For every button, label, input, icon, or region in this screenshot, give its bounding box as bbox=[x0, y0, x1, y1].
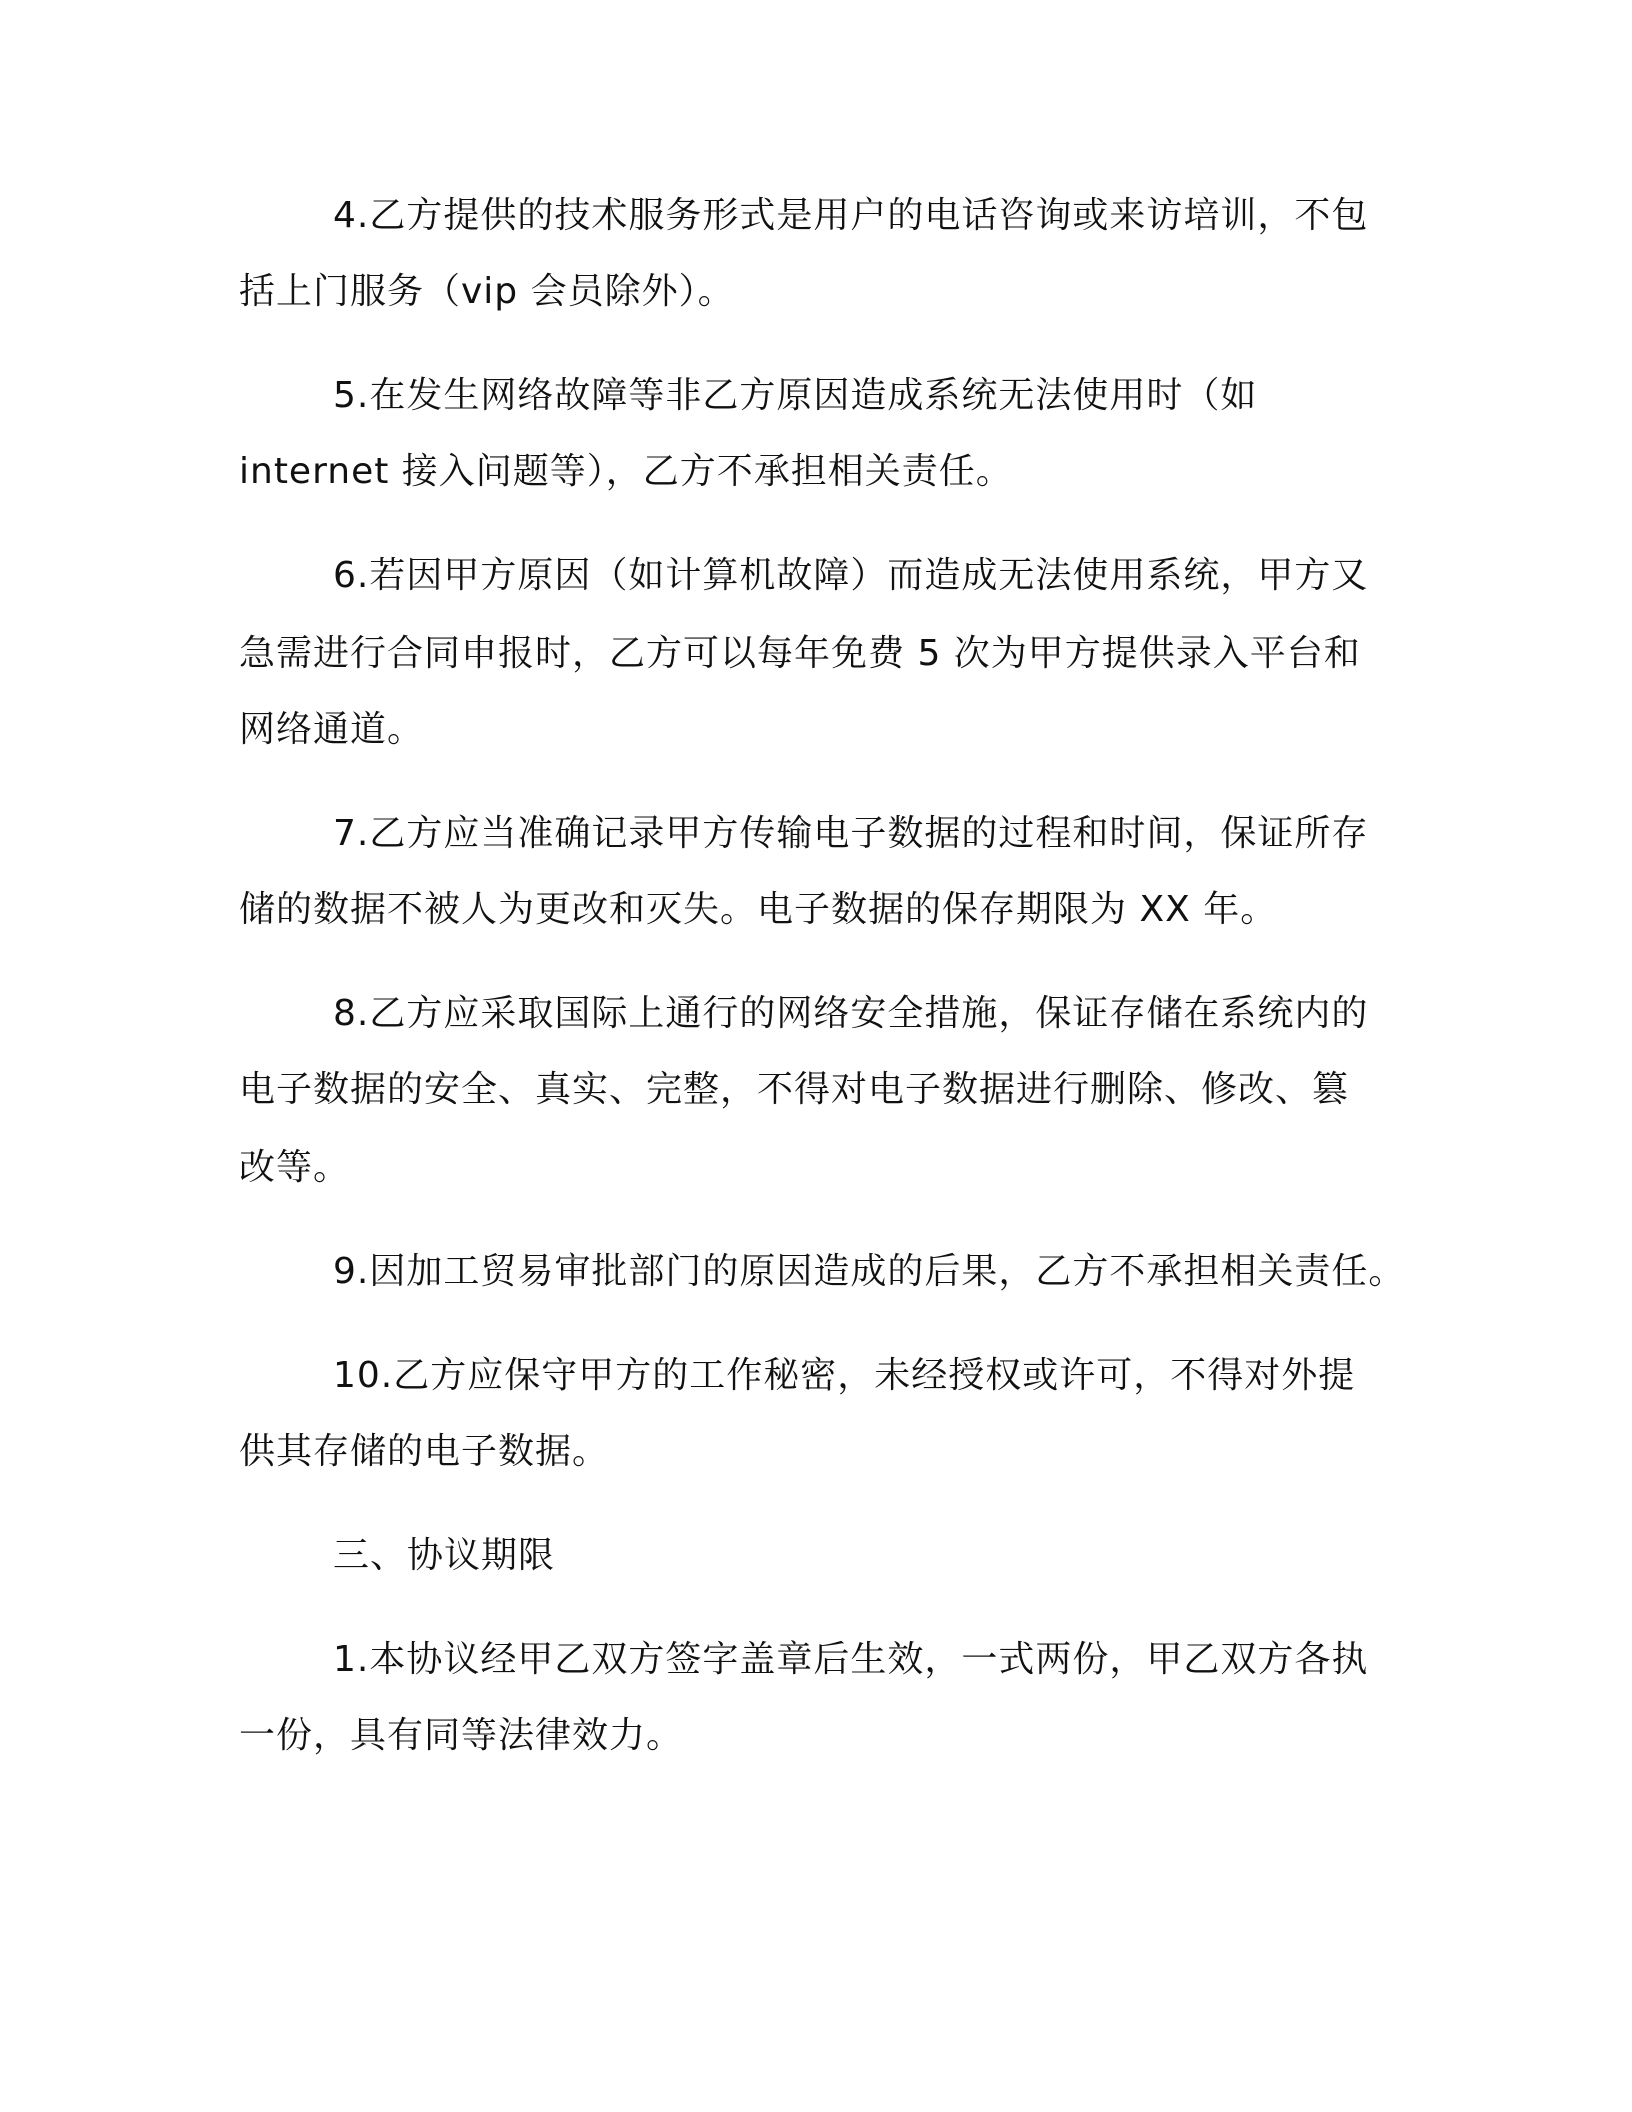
clause-9-line-1: 9.因加工贸易审批部门的原因造成的后果，乙方不承担相关责任。 bbox=[333, 1251, 1406, 1292]
clause-5-line-2: internet 接入问题等），乙方不承担相关责任。 bbox=[239, 451, 1013, 492]
clause-10-line-2: 供其存储的电子数据。 bbox=[239, 1431, 610, 1472]
clause-6-line-2: 急需进行合同申报时，乙方可以每年免费 5 次为甲方提供录入平台和 bbox=[239, 633, 1361, 674]
clause-6-line-3: 网络通道。 bbox=[239, 709, 425, 750]
clause-8-line-2: 电子数据的安全、真实、完整，不得对电子数据进行删除、修改、篡 bbox=[239, 1069, 1350, 1110]
clause-10-line-1: 10.乙方应保守甲方的工作秘密，未经授权或许可，不得对外提 bbox=[333, 1355, 1356, 1396]
clause-5-line-1: 5.在发生网络故障等非乙方原因造成系统无法使用时（如 bbox=[333, 375, 1258, 416]
clause-4-line-1: 4.乙方提供的技术服务形式是用户的电话咨询或来访培训，不包 bbox=[333, 195, 1369, 236]
term-clause-1-line-1: 1.本协议经甲乙双方签字盖章后生效，一式两份，甲乙双方各执 bbox=[333, 1639, 1369, 1680]
clause-4-line-2: 括上门服务（vip 会员除外）。 bbox=[239, 271, 735, 312]
clause-8-line-3: 改等。 bbox=[239, 1147, 351, 1188]
term-clause-1-line-2: 一份，具有同等法律效力。 bbox=[239, 1715, 684, 1756]
section-3-heading: 三、协议期限 bbox=[333, 1535, 556, 1576]
clause-7-line-1: 7.乙方应当准确记录甲方传输电子数据的过程和时间，保证所存 bbox=[333, 813, 1369, 854]
clause-6-line-1: 6.若因甲方原因（如计算机故障）而造成无法使用系统，甲方又 bbox=[333, 555, 1369, 596]
clause-8-line-1: 8.乙方应采取国际上通行的网络安全措施，保证存储在系统内的 bbox=[333, 993, 1369, 1034]
clause-7-line-2: 储的数据不被人为更改和灭失。电子数据的保存期限为 XX 年。 bbox=[239, 889, 1278, 930]
